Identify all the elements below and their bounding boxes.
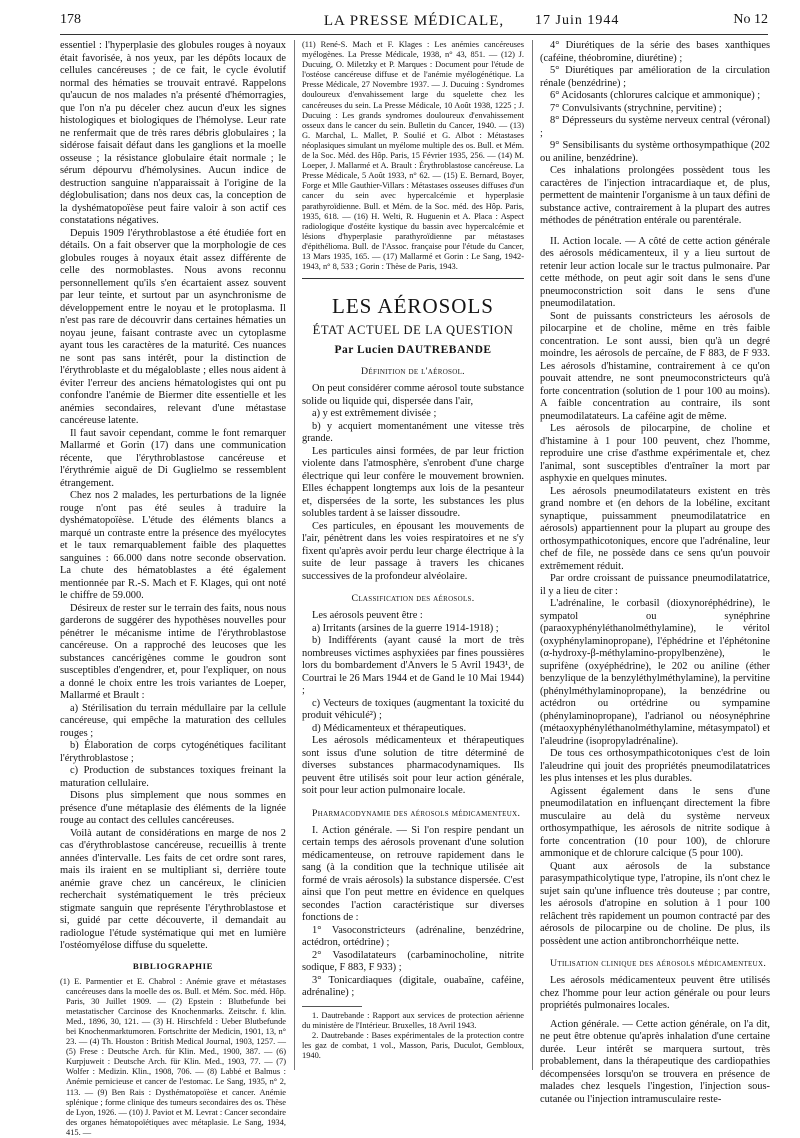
bibliography-entries: (1) E. Parmentier et E. Chabrol : Anémie grave et métastases cancéreuses dans la moelle des os. Bull. et Mém. Soc. méd. Hôp. Paris, 30 Juillet 1909. — (2) Epstein : Blutbefunde bei metastatischer Carcinose des Knochenmarks. Zeitschr. f. klin. Med., 1896, 30, 121. — (3) H. Hirschfeld : Ueber Blutbefunde bei Knochenmarktumoren. Fortschritte der Medicin, 1901, 13, n° 23. — (4) Th. Houston : British Medical Journal, 1903, 1257. — (5) Frese : Deutsche Arch. für Klin. Med., 1900, 387. — (6) Kurpjuweit : Deutsche Arch. für Klin. Med., 1903, 77. — (7) Wolfer : Medizin. Klin., 1908, 706. — (8) Labbé et Balmus : Anémie pernicieuse et cancer de l'estomac. Le Sang, 1935, n° 2, 113. — (9) Ben Rais : Dysthématopoïèse et cancer. Anémie splénique ; forme clinique des tumeurs secondaires des os. Thèse de Lyon, 1926. — (10) J. Paviot et M. Levrat : Cancer secondaire des organes hématopoïétiques avec métaplasie. Le Sang, 1934, 415. — bbox=[60, 977, 286, 1138]
paragraph: d) Médicamenteux et thérapeutiques. bbox=[302, 723, 524, 736]
paragraph: Sont de puissants constricteurs les aérosols de pilocarpine et de choline, même en très faible concentration. Le sont aussi, bien qu'à un degré moindre, les aérosols de percaïne, de F 883, de F 933. Les aérosols d'histamine, contrairement à ce qu'on pouvait attendre, ne sont pneumoconstricteurs qu'à forte concentration (solution de 1 pour 100 au moins). A faible concentration au contraire, ils sont pneumodilatateurs. La caféine agit de même. bbox=[540, 311, 770, 424]
page-number: 178 bbox=[60, 12, 81, 28]
paragraph: Les aérosols pneumodilatateurs existent en très grand nombre et (en dehors de la lobéline, excitant synaptique, puissamment pneumodilatatrice en aérosols) appartiennent pour la plupart au groupe des orthosympathicotoniques, encore que l'adrénaline, leur chef de file, ne possède dans ce sens qu'un pouvoir extrêmement réduit. bbox=[540, 486, 770, 574]
footnote: 1. Dautrebande : Rapport aux services de protection aérienne du ministère de l'Intérieur. Bruxelles, 18 Avril 1943. bbox=[302, 1011, 524, 1031]
paragraph: 1° Vasoconstricteurs (adrénaline, benzédrine, actédron, ortédrine) ; bbox=[302, 925, 524, 950]
references-continued bbox=[302, 40, 524, 272]
paragraph: De tous ces orthosympathicotoniques c'est de loin l'aleudrine qui jouit des propriétés pneumodilatatrices les plus intenses et les plus durables. bbox=[540, 748, 770, 786]
paragraph: 3° Tonicardiaques (digitale, ouabaïne, caféine, adrénaline) ; bbox=[302, 975, 524, 1000]
section-heading-definition: Définition de l'aérosol. bbox=[302, 366, 524, 377]
paragraph: Voilà autant de considérations en marge de nos 2 cas d'érythroblastose cancéreuse, recueillis à trente années d'intervalle. Les faits de cet ordre sont rares, mais ils iraient en se multipliant si, derrière toute anémie grave chez un cancéreux, le clinicien recherchait systématiquement le très précieux stigmate sanguin que représente l'érythroblastose et si, guidé par cette découverte, il demandait au radiologue l'étude systématique qui met en lumière l'ostéomyélose diffuse du squelette. bbox=[60, 828, 286, 953]
page-header bbox=[60, 12, 768, 34]
paragraph: c) Vecteurs de toxiques (augmentant la toxicité du produit véhiculé²) ; bbox=[302, 698, 524, 723]
paragraph: Chez nos 2 malades, les perturbations de la lignée rouge n'ont pas été seules à traduire la dyshématopoïèse. L'étude des éléments blancs a marqué un contraste entre la présence des myélocytes et le taux remarquablement faible des plaquettes sanguines : 66.000 dans notre seconde observation. La chute des hématoblastes a été également mentionnée par R.-S. Mach et F. Klages, qui ont noté le chiffre de 59.000. bbox=[60, 490, 286, 603]
paragraph: essentiel : l'hyperplasie des globules rouges à noyaux était favorisée, à nos yeux, par les dépôts locaux de cellules cancéreuses ; de ce fait, le cycle évolutif normal des hématies se trouvait entravé. Rappelons qu'aucun de nos malades n'a présenté d'hémorragies, que l'on n'a pu déceler chez aucun d'eux les signes histologiques et biologiques de l'hémolyse. Leur rate ne renfermait que de très rares débris globulaires ; la sidérose faisait défaut dans les ganglions et la moelle osseuse ; la résistance globulaire était normale ; le sérum dépourvu d'hémolysines. Aucun indice de destruction sanguine n'apparaissait à l'origine de la déglobulisation; dans nos deux cas, la conception de la dyshématopoïèse peut faire valoir à son actif ces constatations négatives. bbox=[60, 40, 286, 228]
article-title: LES AÉROSOLS bbox=[302, 293, 524, 319]
paragraph: II. Action locale. — A côté de cette action générale des aérosols médicamenteux, il y a lieu surtout de retenir leur action locale sur le tractus pulmonaire. Par cette méthode, on peut agir soit dans le sens d'une pneumoconstriction soit dans le sens d'une pneumodilatation. bbox=[540, 236, 770, 311]
column-divider bbox=[294, 40, 295, 1070]
paragraph: 8° Dépresseurs du système nerveux central (véronal) ; bbox=[540, 115, 770, 140]
column-left bbox=[60, 40, 286, 1072]
issue-date: 17 Juin 1944 bbox=[535, 13, 619, 29]
column-divider bbox=[532, 40, 533, 1070]
paragraph: b) Élaboration de corps cytogénétiques facilitant l'érythroblastose ; bbox=[60, 740, 286, 765]
section-heading-clinical: Utilisation clinique des aérosols médicamenteux. bbox=[540, 958, 770, 969]
paragraph: Les aérosols médicamenteux peuvent être utilisés chez l'homme pour leur action générale ou pour leurs propriétés pulmonaires locales. bbox=[540, 975, 770, 1013]
paragraph: Il faut savoir cependant, comme le font remarquer Mallarmé et Gorin (17) dans une communication récente, que l'érythroblastose cancéreuse et l'érythrémie aiguë de Di Guglielmo se ressemblent étrangement. bbox=[60, 428, 286, 491]
footnote: 2. Dautrebande : Bases expérimentales de la protection contre les gaz de combat, 1 vol., Masson, Paris, Duculot, Gembloux, 1940. bbox=[302, 1031, 524, 1061]
journal-title: LA PRESSE MÉDICALE, bbox=[210, 13, 618, 30]
issue-number: No 12 bbox=[733, 12, 768, 28]
paragraph: Agissent également dans le sens d'une pneumodilatation en influençant directement la fibre musculaire au delà du système nerveux orthosympathique, les aérosols de nitrite sodique à forte concentration (10 pour 100), de chlorure ammonique et de chlorure calcique (5 pour 100). bbox=[540, 786, 770, 861]
paragraph: Les aérosols de pilocarpine, de choline et d'histamine à 1 pour 100 peuvent, chez l'homme, reproduire une crise d'asthme expérimentale et, chez l'animal, sont susceptibles d'entraîner la mort par asphyxie en quelques minutes. bbox=[540, 423, 770, 486]
bibliography-heading: BIBLIOGRAPHIE bbox=[60, 961, 286, 971]
paragraph: 2° Vasodilatateurs (carbaminocholine, nitrite sodique, F 883, F 933) ; bbox=[302, 950, 524, 975]
paragraph: 9° Sensibilisants du système orthosympathique (202 ou aniline, benzédrine). bbox=[540, 140, 770, 165]
paragraph: 5° Diurétiques par amélioration de la circulation rénale (benzédrine) ; bbox=[540, 65, 770, 90]
paragraph: Les particules ainsi formées, de par leur friction violente dans l'atmosphère, s'enrobent d'une charge électrique qui leur confère le mouvement brownien. Elles échappent longtemps aux lois de la pesanteur et, dispersées de la sorte, les substances les plus solubles tardent à se laisser dissoudre. bbox=[302, 446, 524, 521]
section-heading-pharmacodynamics: Pharmacodynamie des aérosols médicamenteux. bbox=[302, 808, 524, 819]
paragraph: 7° Convulsivants (strychnine, pervitine) ; bbox=[540, 103, 770, 116]
article-author: Par Lucien DAUTREBANDE bbox=[302, 344, 524, 356]
paragraph: Ces inhalations prolongées possèdent tous les caractères de l'injection intracardiaque et, de plus, permettent de maintenir l'organisme à un taux défini de substance active, contrairement à la plupart des autres méthodes de pénétration entérale ou parentérale. bbox=[540, 165, 770, 228]
column-middle bbox=[302, 40, 524, 1072]
header-rule bbox=[60, 34, 768, 35]
reference-entries: (11) René-S. Mach et F. Klages : Les anémies cancéreuses myélogènes. La Presse Médicale, 1938, n° 43, 851. — (12) J. Ducuing, O. Miletzky et P. Marques : Document pour l'étude de l'ostéose cancéreuse diffuse et de l'anémie myélogénétique. La Presse Médicale, 27 Novembre 1937. — J. Ducuing : Syndromes douloureux d'envahissement large du squelette chez les cancéreuses du sein. La Presse Médicale, 10 Août 1938, 1225 ; J. Ducuing : Les grands syndromes douloureux d'envahissement osseux dans le cancer du sein. Bulletin du Cancer, 1940. — (13) G. Marchal, L. Mallet, P. Soulié et G. Albot : Métastases néoplasiques simulant un myélome multiple des os. Bull. et Mém. de la Soc. Méd. des Hôp. Paris, 15 Février 1935, 256. — (14) M. Loeper, J. Mallarmé et A. Brault : Érythroblastose cancéreuse. La Presse Médicale, 5 Août 1933, n° 62. — (15) E. Bernard, Boyer, Forge et Mlle Gauthier-Villars : Métastases osseuses diffuses d'un cancer du sein avec hypercalcémie et hyperplasie parathyroïdienne. Bull. et Mém. de la Soc. méd. des Hôp. Paris, 1935, 618. — (16) H. Welti, R. Huguenin et A. Placa : Aspect radiologique d'ostéite kystique du bassin avec hypercalcémie et lésions d'hyperplasie parathyroïdienne par métastases d'épithélioma. Bull. de l'Assoc. française pour l'étude du Cancer, 13 Mars 1935, 165. — (17) Mallarmé et Gorin : Le Sang, 1942-1943, n° 8, 533 ; Gorin : Thèse de Paris, 1943. bbox=[302, 40, 524, 272]
paragraph: Depuis 1909 l'érythroblastose a été étudiée fort en détails. On a fait observer que la morphologie de ces globules rouges à noyaux était assez différente de celle des normoblastes. Nous avons reconnu personnellement qu'ils s'en écartaient assez souvent par leur teinte, et surtout par un asynchronisme de développement entre le noyau et le protoplasma. Il n'est pas rare de découvrir dans certaines hématies un noyau jeune, faisant contraste avec un cytoplasme ayant tous les caractères de la maturité. Ces nuances ne sont pas sans intérêt, pour la distinction de l'érythroblaste et du mégaloblaste ; elles nous aident à éviter l'erreur des anciens hématologistes qui ont pu confondre l'anémie de Biermer dite essentielle et les anémies secondaires, relevant d'une métastase cancéreuse latente. bbox=[60, 228, 286, 428]
paragraph: 6° Acidosants (chlorures calcique et ammonique) ; bbox=[540, 90, 770, 103]
article-subtitle: ÉTAT ACTUEL DE LA QUESTION bbox=[302, 323, 524, 338]
footnotes bbox=[302, 1011, 524, 1061]
paragraph: 4° Diurétiques de la série des bases xanthiques (caféine, théobromine, diurétine) ; bbox=[540, 40, 770, 65]
paragraph: a) Stérilisation du terrain médullaire par la cellule cancéreuse, qui empêche la maturation des cellules rouges ; bbox=[60, 703, 286, 741]
column-right bbox=[540, 40, 770, 1072]
paragraph: b) Indifférents (ayant causé la mort de très nombreuses victimes asphyxiées par fines poussières lors du bombardement d'Anvers le 5 Avril 1943¹, de Courtrai le 26 Mars 1944 et de Gand le 10 Mai 1944) ; bbox=[302, 635, 524, 698]
paragraph: Les aérosols peuvent être : bbox=[302, 610, 524, 623]
paragraph: Quant aux aérosols de la substance parasympathicolytique type, l'atropine, ils n'ont chez le sujet sain qu'une influence très douteuse ; par contre, les aérosols d'atropine en solution à 1 pour 100 relâchent très rapidement un poumon contracté par des aérosols de pilocarpine ou de choline. De plus, ils possèdent une action antibronchorrhéique nette. bbox=[540, 861, 770, 949]
paragraph: Désireux de rester sur le terrain des faits, nous nous garderons de suggérer des hypothèses nouvelles pour pénétrer le mécanisme intime de l'érythroblastose cancéreuse. On a rapproché des leucoses que les substances cancérigènes comme le goudron sont susceptibles d'engendrer, et, pour l'expliquer, on nous a donné le choix entre les trois variantes de Loeper, Mallarmé et Brault : bbox=[60, 603, 286, 703]
paragraph: Les aérosols médicamenteux et thérapeutiques sont issus d'une solution de titre déterminé de diverses substances pharmacodynamiques. Ils peuvent être utilisés soit pour leur action générale, soit pour leur action pulmonaire locale. bbox=[302, 735, 524, 798]
paragraph: b) y acquiert momentanément une vitesse très grande. bbox=[302, 421, 524, 446]
paragraph: Ces particules, en épousant les mouvements de l'air, pénètrent dans les voies respiratoires et ne s'y fixent qu'après avoir perdu leur charge électrique à la suite de leur passage à travers les chicanes successives de la profondeur alvéolaire. bbox=[302, 521, 524, 584]
bibliography bbox=[60, 977, 286, 1138]
paragraph: a) Irritants (arsines de la guerre 1914-1918) ; bbox=[302, 623, 524, 636]
article-title-block bbox=[302, 293, 524, 356]
article-separator bbox=[302, 278, 524, 279]
paragraph: I. Action générale. — Si l'on respire pendant un certain temps des aérosols provenant d'une solution médicamenteuse, on retrouve rapidement dans le sang (à la condition que la technique utilisée ait formé de vrais aérosols) la substance dispersée. C'est ainsi que l'on peut mettre en évidence en quelques secondes l'action caractéristique sur diverses fonctions de : bbox=[302, 825, 524, 925]
footnote-separator bbox=[302, 1006, 362, 1007]
paragraph: Action générale. — Cette action générale, on l'a dit, ne peut être obtenue qu'après inhalation d'une certaine durée. Leur intérêt se marquera surtout, très probablement, dans la thérapeutique des cardiopathies décompensées lorsqu'on se trouvera en présence de malades chez lesquels l'ingestion, l'injection sous-cutanée ou l'injection intramusculaire reste- bbox=[540, 1019, 770, 1107]
section-heading-classification: Classification des aérosols. bbox=[302, 593, 524, 604]
paragraph: Disons plus simplement que nous sommes en présence d'une métaplasie des éléments de la lignée rouge au contact des cellules cancéreuses. bbox=[60, 790, 286, 828]
paragraph: Par ordre croissant de puissance pneumodilatatrice, il y a lieu de citer : bbox=[540, 573, 770, 598]
paragraph: a) y est extrêmement divisée ; bbox=[302, 408, 524, 421]
paragraph: L'adrénaline, le corbasil (dioxynoréphédrine), le sympatol ou synéphrine (paraoxyphényléthanolméthylamine), le véritol (oxyphénylaminopropane), l'éphédrine et l'éphétonine (α-hydroxy-β-méthylamino-propylbenzène), le suprifène (oxyéphédrine), le 202 ou aniline (éther benzylique de la benzyléthylméthylamine), la pervitine (phénylméthylaminopropane), la benzédrine ou actédron ou ortédrine ou sympamine (phénylaminopropane), l'adrianol ou néosynéphrine (métaoxyphényléthanolméthylamine, métasympatol) et l'aleudrine (isopropyladrénaline). bbox=[540, 598, 770, 748]
paragraph: On peut considérer comme aérosol toute substance solide ou liquide qui, dispersée dans l'air, bbox=[302, 383, 524, 408]
paragraph: c) Production de substances toxiques freinant la maturation cellulaire. bbox=[60, 765, 286, 790]
